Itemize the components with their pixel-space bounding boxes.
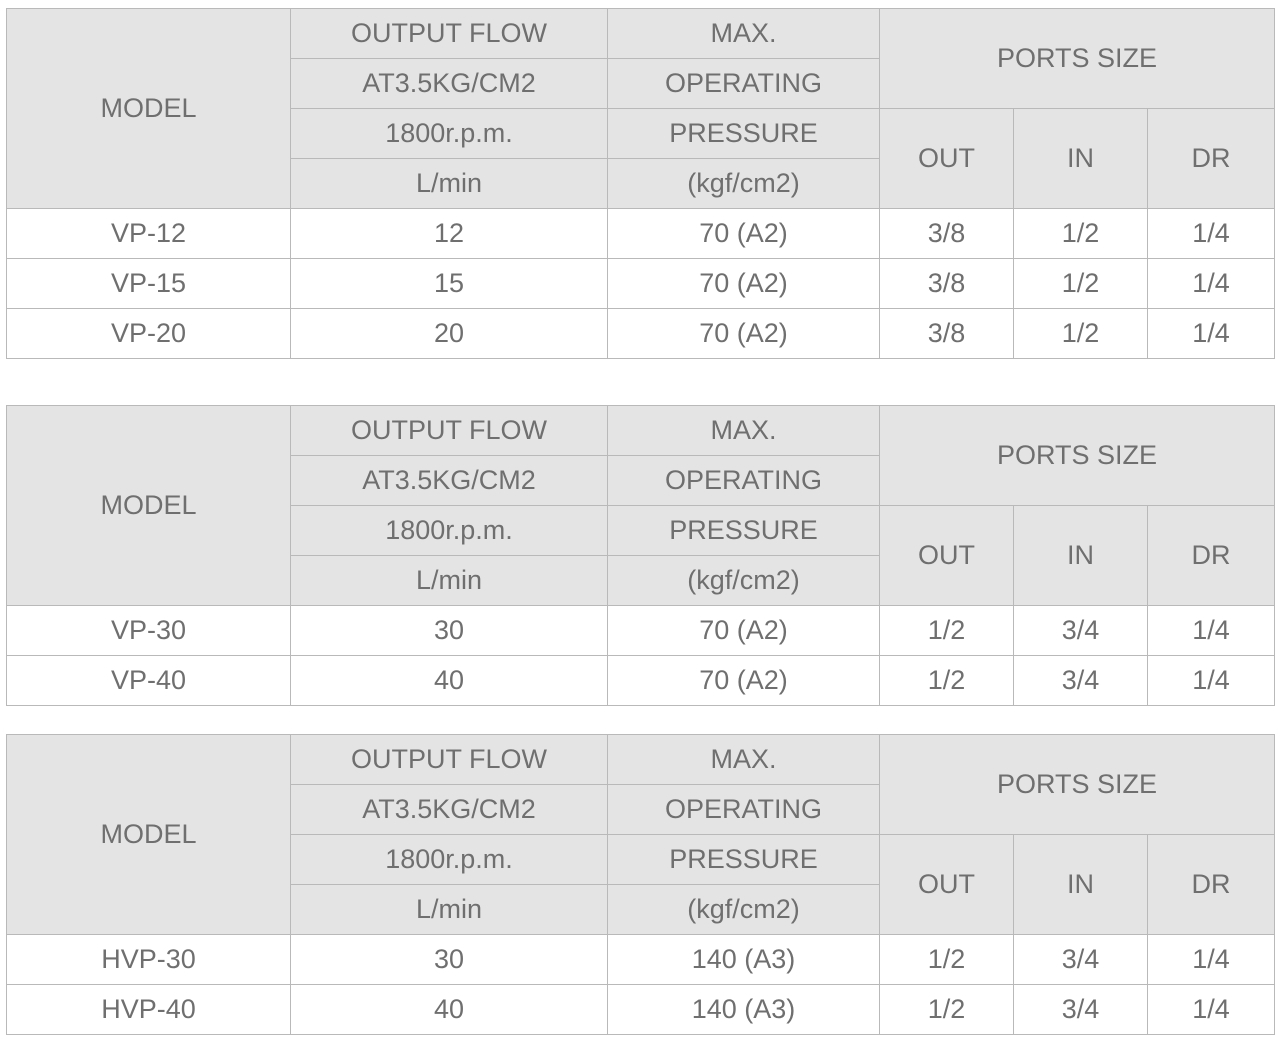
header-model: MODEL xyxy=(7,9,291,209)
cell-flow: 40 xyxy=(291,985,608,1035)
cell-port-out: 3/8 xyxy=(880,309,1014,359)
header-pressure-line-4: (kgf/cm2) xyxy=(608,885,880,935)
cell-model: VP-30 xyxy=(7,606,291,656)
cell-flow: 30 xyxy=(291,606,608,656)
spec-table-vp-small xyxy=(6,8,1275,359)
header-port-out: OUT xyxy=(880,506,1014,606)
header-flow-line-4: L/min xyxy=(291,885,608,935)
table-header-row xyxy=(7,9,1275,59)
cell-model: HVP-40 xyxy=(7,985,291,1035)
table-spacer xyxy=(6,706,1274,734)
table-spacer xyxy=(6,359,1274,405)
header-flow-line-3: 1800r.p.m. xyxy=(291,109,608,159)
cell-pressure: 70 (A2) xyxy=(608,309,880,359)
header-flow-line-4: L/min xyxy=(291,556,608,606)
table-row xyxy=(7,259,1275,309)
header-port-in: IN xyxy=(1014,835,1148,935)
cell-model: VP-20 xyxy=(7,309,291,359)
cell-port-out: 1/2 xyxy=(880,985,1014,1035)
cell-port-in: 3/4 xyxy=(1014,606,1148,656)
cell-port-out: 1/2 xyxy=(880,606,1014,656)
cell-pressure: 70 (A2) xyxy=(608,606,880,656)
header-port-dr: DR xyxy=(1148,109,1275,209)
cell-port-out: 3/8 xyxy=(880,209,1014,259)
cell-port-out: 3/8 xyxy=(880,259,1014,309)
header-flow-line-3: 1800r.p.m. xyxy=(291,506,608,556)
cell-model: VP-15 xyxy=(7,259,291,309)
cell-port-dr: 1/4 xyxy=(1148,209,1275,259)
table-header-row xyxy=(7,735,1275,785)
cell-port-dr: 1/4 xyxy=(1148,309,1275,359)
table-row xyxy=(7,606,1275,656)
spec-table-vp-large xyxy=(6,405,1275,706)
header-port-in: IN xyxy=(1014,109,1148,209)
table-row xyxy=(7,656,1275,706)
header-flow-line-2: AT3.5KG/CM2 xyxy=(291,456,608,506)
header-model: MODEL xyxy=(7,735,291,935)
header-port-in: IN xyxy=(1014,506,1148,606)
header-flow-line-1: OUTPUT FLOW xyxy=(291,735,608,785)
header-ports-size: PORTS SIZE xyxy=(880,406,1275,506)
cell-port-out: 1/2 xyxy=(880,656,1014,706)
cell-flow: 20 xyxy=(291,309,608,359)
cell-flow: 12 xyxy=(291,209,608,259)
header-pressure-line-2: OPERATING xyxy=(608,59,880,109)
cell-port-in: 3/4 xyxy=(1014,985,1148,1035)
cell-port-dr: 1/4 xyxy=(1148,656,1275,706)
cell-pressure: 140 (A3) xyxy=(608,985,880,1035)
header-pressure-line-1: MAX. xyxy=(608,735,880,785)
cell-port-in: 1/2 xyxy=(1014,309,1148,359)
header-port-dr: DR xyxy=(1148,506,1275,606)
header-port-out: OUT xyxy=(880,109,1014,209)
cell-port-in: 3/4 xyxy=(1014,656,1148,706)
cell-flow: 30 xyxy=(291,935,608,985)
table-header-row xyxy=(7,406,1275,456)
cell-port-in: 3/4 xyxy=(1014,935,1148,985)
header-flow-line-1: OUTPUT FLOW xyxy=(291,406,608,456)
header-flow-line-4: L/min xyxy=(291,159,608,209)
header-pressure-line-2: OPERATING xyxy=(608,785,880,835)
cell-model: HVP-30 xyxy=(7,935,291,985)
cell-pressure: 70 (A2) xyxy=(608,656,880,706)
header-pressure-line-1: MAX. xyxy=(608,9,880,59)
cell-port-dr: 1/4 xyxy=(1148,985,1275,1035)
spec-table-hvp xyxy=(6,734,1275,1035)
cell-port-dr: 1/4 xyxy=(1148,259,1275,309)
cell-pressure: 70 (A2) xyxy=(608,259,880,309)
header-pressure-line-3: PRESSURE xyxy=(608,835,880,885)
cell-pressure: 70 (A2) xyxy=(608,209,880,259)
table-row xyxy=(7,309,1275,359)
cell-model: VP-12 xyxy=(7,209,291,259)
header-flow-line-1: OUTPUT FLOW xyxy=(291,9,608,59)
cell-flow: 15 xyxy=(291,259,608,309)
cell-port-out: 1/2 xyxy=(880,935,1014,985)
cell-model: VP-40 xyxy=(7,656,291,706)
cell-pressure: 140 (A3) xyxy=(608,935,880,985)
header-ports-size: PORTS SIZE xyxy=(880,735,1275,835)
cell-port-dr: 1/4 xyxy=(1148,935,1275,985)
table-row xyxy=(7,935,1275,985)
header-ports-size: PORTS SIZE xyxy=(880,9,1275,109)
header-pressure-line-3: PRESSURE xyxy=(608,506,880,556)
header-flow-line-3: 1800r.p.m. xyxy=(291,835,608,885)
header-port-out: OUT xyxy=(880,835,1014,935)
cell-port-in: 1/2 xyxy=(1014,259,1148,309)
header-pressure-line-3: PRESSURE xyxy=(608,109,880,159)
cell-port-in: 1/2 xyxy=(1014,209,1148,259)
header-model: MODEL xyxy=(7,406,291,606)
header-pressure-line-1: MAX. xyxy=(608,406,880,456)
table-row xyxy=(7,209,1275,259)
header-flow-line-2: AT3.5KG/CM2 xyxy=(291,785,608,835)
header-port-dr: DR xyxy=(1148,835,1275,935)
header-pressure-line-2: OPERATING xyxy=(608,456,880,506)
header-flow-line-2: AT3.5KG/CM2 xyxy=(291,59,608,109)
cell-flow: 40 xyxy=(291,656,608,706)
cell-port-dr: 1/4 xyxy=(1148,606,1275,656)
header-pressure-line-4: (kgf/cm2) xyxy=(608,556,880,606)
table-row xyxy=(7,985,1275,1035)
header-pressure-line-4: (kgf/cm2) xyxy=(608,159,880,209)
